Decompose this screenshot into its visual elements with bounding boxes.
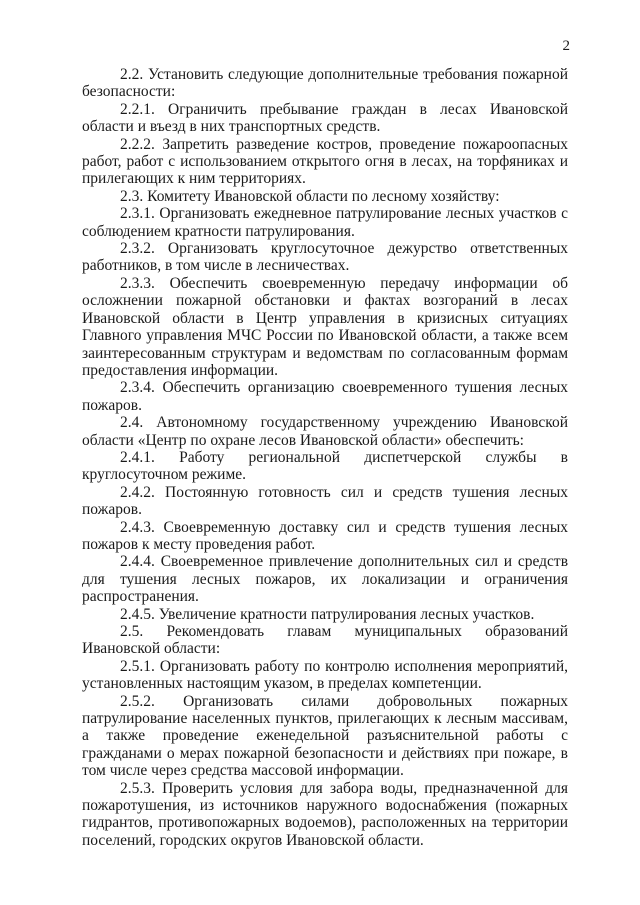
paragraph-text: Работу региональной диспетчерской службы в круглосуточном режиме.: [82, 448, 569, 484]
paragraph: [82, 414, 568, 449]
paragraph: [82, 484, 568, 519]
paragraph-text: Организовать круглосуточное дежурство ответственных работников, в том числе в лесничествах.: [82, 240, 568, 275]
paragraph: [82, 449, 568, 484]
paragraph-number: 2.3.: [120, 187, 144, 205]
paragraph-number: 2.2.1.: [120, 100, 155, 118]
paragraph: [82, 553, 568, 605]
paragraph-text: Постоянную готовность сил и средств тушения лесных пожаров.: [82, 483, 568, 519]
paragraph-number: 2.4.5.: [120, 605, 155, 623]
paragraph-text: Автономному государственному учреждению Ивановской области «Центр по охране лесов Ивановской области» обеспечить:: [82, 414, 568, 449]
paragraph-number: 2.5.3.: [120, 779, 155, 797]
paragraph-text: Своевременное привлечение дополнительных сил и средств для тушения лесных пожаров, их локализации и ограничения распространения.: [82, 553, 569, 606]
paragraph: [82, 101, 568, 136]
paragraph-number: 2.3.2.: [120, 240, 155, 258]
paragraph-text: Увеличение кратности патрулирования лесных участков.: [158, 605, 535, 623]
paragraph-text: Комитету Ивановской области по лесному хозяйству:: [147, 187, 500, 205]
paragraph: [82, 275, 568, 379]
paragraph: [82, 606, 568, 623]
paragraph: [82, 379, 568, 414]
paragraph-number: 2.5.2.: [120, 692, 155, 710]
paragraph-text: Организовать работу по контролю исполнения мероприятий, установленных настоящим указом, в пределах компетенции.: [82, 657, 568, 693]
paragraph-number: 2.5.1.: [120, 657, 155, 675]
paragraph-number: 2.2.: [120, 66, 144, 83]
paragraph-number: 2.4.4.: [120, 553, 155, 571]
paragraph-number: 2.4.3.: [120, 518, 155, 536]
paragraph: [82, 658, 568, 693]
paragraph-number: 2.3.3.: [120, 274, 155, 292]
paragraph-text: Организовать ежедневное патрулирование лесных участков с соблюдением кратности патрулирования.: [82, 205, 569, 240]
paragraph-text: Своевременную доставку сил и средств тушения лесных пожаров к месту проведения работ.: [82, 518, 568, 553]
paragraph-number: 2.2.2.: [120, 135, 155, 153]
paragraph-number: 2.4.1.: [120, 448, 155, 466]
paragraph: [82, 136, 568, 188]
paragraph-text: Обеспечить своевременную передачу информации об осложнении пожарной обстановки и фактах возгораний в лесах Ивановской области в Центр управления в кризисных ситуациях Главного управления МЧС России по Ивановской области, а также всем заинтересованным структурам и ведомствам по согласованным формам предоставления информации.: [82, 274, 568, 379]
paragraph: [82, 66, 568, 101]
paragraph-text: Ограничить пребывание граждан в лесах Ивановской области и въезд в них транспортных средств.: [82, 100, 569, 136]
paragraph-number: 2.3.1.: [120, 205, 155, 223]
paragraph: [82, 519, 568, 554]
paragraph-number: 2.4.: [120, 414, 144, 432]
paragraph: [82, 240, 568, 275]
paragraph-text: Организовать силами добровольных пожарных патрулирование населенных пунктов, прилегающих к лесным массивам, а также проведение еженедельной разъяснительной работы с гражданами о мерах пожарной безопасности и действиях при пожаре, в том числе через средства массовой информации.: [82, 692, 568, 780]
paragraph: [82, 780, 568, 850]
paragraph-text: Рекомендовать главам муниципальных образований Ивановской области:: [82, 623, 569, 658]
paragraph: [82, 693, 568, 780]
paragraph-text: Обеспечить организацию своевременного тушения лесных пожаров.: [82, 379, 569, 414]
paragraph-text: Запретить разведение костров, проведение пожароопасных работ, работ с использованием открытого огня в лесах, на торфяниках и прилегающих к ним территориях.: [82, 135, 569, 188]
paragraph: [82, 188, 568, 205]
paragraph-number: 2.3.4.: [120, 379, 155, 397]
page-number: 2: [562, 38, 570, 54]
paragraph-number: 2.4.2.: [120, 483, 155, 501]
paragraph-number: 2.5.: [120, 623, 144, 640]
paragraph-text: Проверить условия для забора воды, предназначенной для пожаротушения, из источников наружного водоснабжения (пожарных гидрантов, противопожарных водоемов), расположенных на территории поселений, городских округов Ивановской области.: [82, 779, 569, 849]
document-body: [82, 66, 568, 849]
paragraph: [82, 623, 568, 658]
paragraph-text: Установить следующие дополнительные требования пожарной безопасности:: [82, 66, 568, 101]
paragraph: [82, 205, 568, 240]
